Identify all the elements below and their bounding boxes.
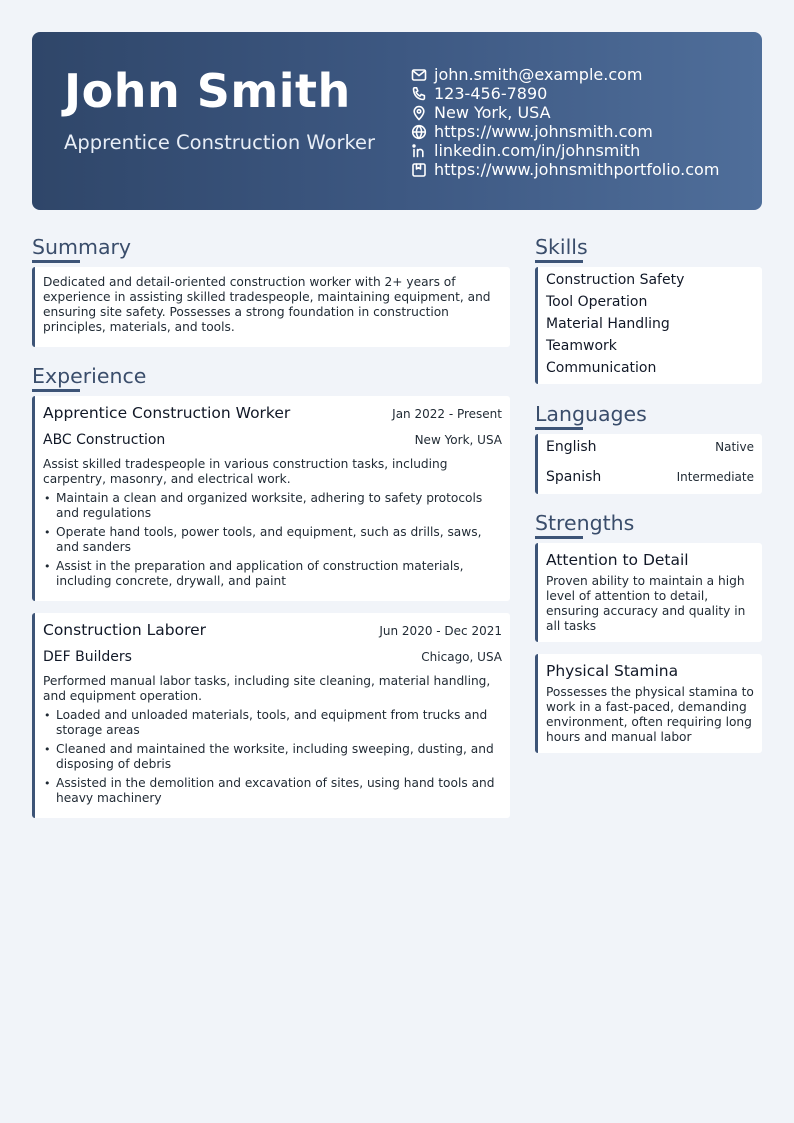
- job-description: Assist skilled tradespeople in various construction tasks, including carpentry, masonry, and electrical work.: [43, 457, 448, 486]
- skill-item: Material Handling: [546, 316, 670, 332]
- job-bullet: • Loaded and unloaded materials, tools, and equipment from trucks and storage areas: [43, 708, 502, 738]
- contact-website[interactable]: [410, 122, 755, 141]
- job-bullet: • Operate hand tools, power tools, and equipment, such as drills, saws, and sanders: [43, 525, 502, 555]
- summary-heading: Summary: [32, 235, 132, 259]
- strength-card: [535, 543, 762, 642]
- portfolio-icon: [410, 161, 427, 178]
- language-level: Native: [715, 440, 754, 454]
- language-name: English: [546, 439, 597, 455]
- job-bullet: • Assisted in the demolition and excavation of sites, using hand tools and heavy machinery: [43, 776, 502, 806]
- contact-phone[interactable]: [410, 84, 755, 103]
- experience-heading: Experience: [32, 364, 147, 388]
- language-row: [546, 469, 754, 485]
- job-role: Apprentice Construction Worker: [43, 404, 291, 422]
- contact-email-text: john.smith@example.com: [434, 65, 643, 84]
- experience-entry-header: [43, 621, 502, 639]
- skills-heading-underline: [535, 260, 583, 263]
- summary-card: [32, 267, 510, 347]
- summary-text: Dedicated and detail-oriented construction worker with 2+ years of experience in assisting skilled tradespeople, maintaining equipment, and ensuring site safety. Possesses a strong foundation in construction principles, materials, and tools.: [43, 275, 491, 334]
- job-company: ABC Construction: [43, 432, 166, 448]
- skill-item: Teamwork: [546, 338, 617, 354]
- experience-entry: [32, 396, 510, 601]
- language-level: Intermediate: [676, 470, 754, 484]
- job-location: Chicago, USA: [421, 650, 502, 664]
- linkedin-icon: [410, 142, 427, 159]
- contact-website-text: https://www.johnsmith.com: [434, 122, 653, 141]
- strengths-heading: Strengths: [535, 511, 635, 535]
- contact-portfolio[interactable]: [410, 160, 755, 179]
- languages-heading-underline: [535, 427, 583, 430]
- job-description: Performed manual labor tasks, including site cleaning, material handling, and equipment operation.: [43, 674, 491, 703]
- job-company: DEF Builders: [43, 649, 132, 665]
- language-name: Spanish: [546, 469, 602, 485]
- candidate-name: John Smith: [64, 64, 351, 118]
- strength-description: Possesses the physical stamina to work in a fast-paced, demanding environment, often requiring long hours and manual labor: [546, 685, 754, 744]
- job-bullet: • Assist in the preparation and application of construction materials, including concrete, drywall, and paint: [43, 559, 502, 589]
- summary-heading-underline: [32, 260, 80, 263]
- strength-card: [535, 654, 762, 753]
- strength-description: Proven ability to maintain a high level of attention to detail, ensuring accuracy and quality in all tasks: [546, 574, 746, 633]
- job-location: New York, USA: [414, 433, 502, 447]
- resume-header: [32, 32, 762, 210]
- strength-title: Physical Stamina: [546, 662, 679, 680]
- contact-location-text: New York, USA: [434, 103, 551, 122]
- experience-entry-subheader: [43, 649, 502, 665]
- skills-heading: Skills: [535, 235, 588, 259]
- languages-heading: Languages: [535, 402, 647, 426]
- skill-item: Communication: [546, 360, 657, 376]
- contact-portfolio-text: https://www.johnsmithportfolio.com: [434, 160, 720, 179]
- strengths-heading-underline: [535, 536, 583, 539]
- job-bullets: [43, 708, 502, 810]
- job-bullet: • Maintain a clean and organized worksite, adhering to safety protocols and regulations: [43, 491, 502, 521]
- languages-card: [535, 434, 762, 494]
- job-bullets: [43, 491, 502, 593]
- strength-title: Attention to Detail: [546, 551, 689, 569]
- skill-item: Construction Safety: [546, 272, 685, 288]
- experience-entry-subheader: [43, 432, 502, 448]
- globe-icon: [410, 123, 427, 140]
- mail-icon: [410, 66, 427, 83]
- job-dates: Jan 2022 - Present: [392, 407, 502, 421]
- skill-item: Tool Operation: [546, 294, 648, 310]
- job-role: Construction Laborer: [43, 621, 207, 639]
- experience-heading-underline: [32, 389, 80, 392]
- experience-entry: [32, 613, 510, 818]
- phone-icon: [410, 85, 427, 102]
- experience-entry-header: [43, 404, 502, 422]
- candidate-title: Apprentice Construction Worker: [64, 131, 376, 154]
- job-bullet: • Cleaned and maintained the worksite, including sweeping, dusting, and disposing of debris: [43, 742, 502, 772]
- job-dates: Jun 2020 - Dec 2021: [379, 624, 502, 638]
- location-icon: [410, 104, 427, 121]
- contact-phone-text: 123-456-7890: [434, 84, 548, 103]
- contact-location: [410, 103, 755, 122]
- contact-linkedin[interactable]: [410, 141, 755, 160]
- contact-linkedin-text: linkedin.com/in/johnsmith: [434, 141, 641, 160]
- skills-card: [535, 267, 762, 384]
- language-row: [546, 439, 754, 455]
- contact-email[interactable]: [410, 65, 755, 84]
- contact-list: [410, 65, 755, 179]
